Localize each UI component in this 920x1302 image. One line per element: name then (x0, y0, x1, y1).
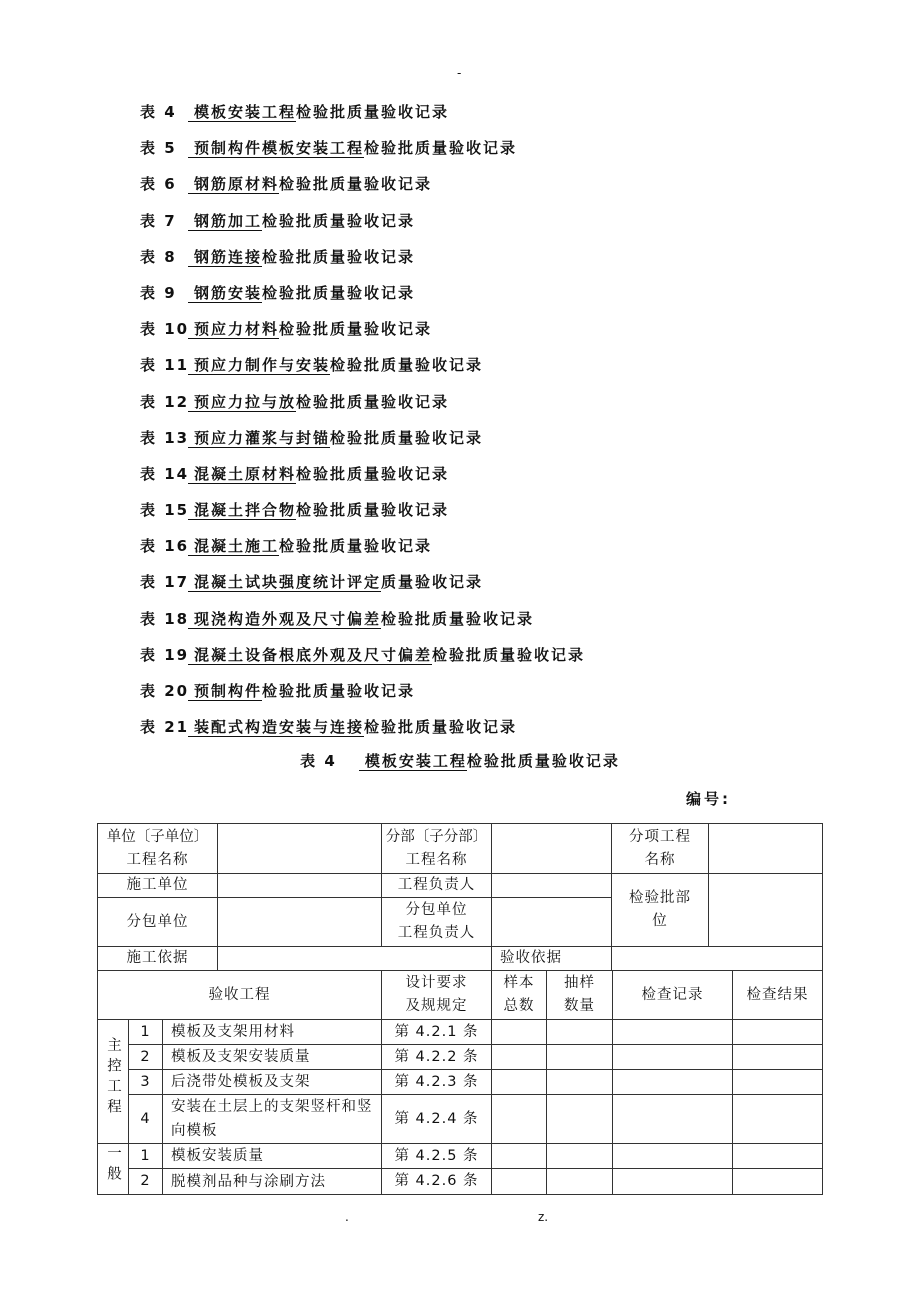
item-number: 表 12 (140, 392, 190, 411)
item-name: 混凝土原材料 (188, 465, 296, 484)
info-table (97, 823, 823, 971)
row-number: 2 (129, 1169, 163, 1195)
result-field[interactable] (733, 1144, 823, 1169)
general-group-text: 一般 (105, 1144, 121, 1186)
basis-field[interactable] (218, 947, 492, 971)
item-name: 钢筋原材料 (188, 175, 279, 194)
item-suffix: 检验批质量验收记录 (279, 537, 433, 556)
unit-name-label: 单位〔子单位〕 工程名称 (98, 824, 218, 874)
subcontractor-field[interactable] (218, 898, 382, 947)
item-name: 钢筋安装 (188, 284, 262, 303)
item-suffix: 检验批质量验收记录 (381, 609, 535, 628)
manager-label: 工程负责人 (382, 874, 492, 898)
header-record: 检查记录 (613, 971, 733, 1020)
item-name: 装配式构造安装与连接 (188, 718, 364, 737)
item-number: 表 11 (140, 356, 190, 375)
item-number: 表 17 (140, 573, 190, 592)
footer-left: . (345, 1210, 349, 1224)
item-suffix: 检验批质量验收记录 (296, 464, 450, 483)
contractor-label: 施工单位 (98, 874, 218, 898)
table-row (98, 1045, 823, 1070)
item-suffix: 检验批质量验收记录 (432, 645, 586, 664)
item-suffix: 检验批质量验收记录 (296, 103, 450, 121)
item-name-label: 分项工程 名称 (612, 824, 709, 874)
item-number: 表 13 (140, 428, 190, 447)
item-suffix: 检验批质量验收记录 (279, 320, 433, 339)
row-requirement: 第 4.2.1 条 (382, 1020, 492, 1045)
item-name: 钢筋加工 (188, 212, 262, 231)
batch-location-field[interactable] (709, 874, 823, 947)
sample-field[interactable] (492, 1169, 547, 1195)
list-item (140, 462, 585, 498)
item-number: 表 6 (140, 175, 177, 194)
row-requirement: 第 4.2.3 条 (382, 1070, 492, 1095)
item-number: 表 9 (140, 283, 177, 302)
item-name: 预应力材料 (188, 320, 279, 339)
row-number: 3 (129, 1070, 163, 1095)
item-name: 预应力灌浆与封锚 (188, 429, 330, 448)
list-item (140, 172, 585, 208)
sub-manager-label: 分包单位 工程负责人 (382, 898, 492, 947)
item-name: 预应力制作与安装 (188, 356, 330, 375)
item-suffix: 检验批质量验收记录 (296, 501, 450, 520)
sample-field[interactable] (492, 1045, 547, 1070)
row-number: 1 (129, 1144, 163, 1169)
result-field[interactable] (733, 1070, 823, 1095)
main-group-text: 主控工程 (105, 1036, 121, 1119)
item-name: 预制构件模板安装工程 (188, 139, 364, 158)
title-suffix: 检验批质量验收记录 (466, 752, 620, 770)
form-tables (97, 823, 822, 1195)
row-number: 2 (129, 1045, 163, 1070)
accept-basis-label: 验收依据 (492, 947, 612, 971)
footer-right: z. (538, 1210, 549, 1224)
row-item: 模板安装质量 (163, 1144, 382, 1169)
list-item (140, 100, 585, 136)
item-suffix: 检验批质量验收记录 (330, 356, 484, 375)
item-name: 混凝土施工 (188, 537, 279, 556)
list-item (140, 607, 585, 643)
item-suffix: 检验批质量验收记录 (364, 139, 518, 158)
item-number: 表 15 (140, 501, 190, 520)
header-sample: 样本 总数 (492, 971, 547, 1020)
record-field[interactable] (613, 1095, 733, 1144)
unit-name-field[interactable] (218, 824, 382, 874)
table-row (98, 1070, 823, 1095)
header-item: 验收工程 (98, 971, 382, 1020)
form-title (0, 750, 920, 771)
item-number: 表 20 (140, 682, 190, 700)
item-name: 预制构件 (188, 682, 262, 701)
row-requirement: 第 4.2.2 条 (382, 1045, 492, 1070)
item-suffix: 检验批质量验收记录 (279, 175, 433, 194)
row-requirement: 第 4.2.6 条 (382, 1169, 492, 1195)
item-suffix: 检验批质量验收记录 (262, 682, 416, 700)
list-item (140, 245, 585, 281)
manager-field[interactable] (492, 874, 612, 898)
item-name: 混凝土试块强度统计评定 (188, 573, 381, 592)
sample-field[interactable] (492, 1144, 547, 1169)
sub-name-label: 分部〔子分部〕 工程名称 (382, 824, 492, 874)
row-item: 模板及支架安装质量 (163, 1045, 382, 1070)
row-number: 4 (129, 1095, 163, 1144)
row-requirement: 第 4.2.5 条 (382, 1144, 492, 1169)
item-number: 表 19 (140, 645, 190, 664)
header-requirement: 设计要求 及规规定 (382, 971, 492, 1020)
item-number: 表 18 (140, 609, 190, 628)
inspection-table (97, 970, 823, 1195)
list-item (140, 353, 585, 389)
item-number: 表 7 (140, 211, 177, 230)
basis-label: 施工依据 (98, 947, 218, 971)
contractor-field[interactable] (218, 874, 382, 898)
title-name: 模板安装工程 (359, 752, 467, 771)
item-suffix: 质量验收记录 (381, 573, 484, 592)
header-draw: 抽样 数量 (547, 971, 613, 1020)
serial-label: 编号: (686, 790, 731, 808)
general-group-label (98, 1144, 129, 1195)
item-name: 现浇构造外观及尺寸偏差 (188, 610, 381, 629)
draw-field[interactable] (547, 1045, 613, 1070)
list-item (140, 498, 585, 534)
draw-field[interactable] (547, 1095, 613, 1144)
item-suffix: 检验批质量验收记录 (262, 211, 416, 230)
result-field[interactable] (733, 1045, 823, 1070)
list-item (140, 570, 585, 606)
item-number: 表 4 (140, 103, 177, 121)
item-name: 混凝土设备根底外观及尺寸偏差 (188, 646, 432, 665)
item-name: 混凝土拌合物 (188, 501, 296, 520)
row-item: 后浇带处模板及支架 (163, 1070, 382, 1095)
sub-name-field[interactable] (492, 824, 612, 874)
draw-field[interactable] (547, 1169, 613, 1195)
item-suffix: 检验批质量验收记录 (330, 428, 484, 447)
accept-basis-field[interactable] (612, 947, 823, 971)
main-group-label (98, 1020, 129, 1144)
sub-manager-field[interactable] (492, 898, 612, 947)
record-field[interactable] (613, 1045, 733, 1070)
item-name: 钢筋连接 (188, 248, 262, 267)
item-number: 表 21 (140, 718, 190, 737)
row-number: 1 (129, 1020, 163, 1045)
item-number: 表 14 (140, 464, 190, 483)
sample-field[interactable] (492, 1095, 547, 1144)
list-item (140, 426, 585, 462)
list-item (140, 679, 585, 715)
record-field[interactable] (613, 1169, 733, 1195)
header-mark: - (457, 66, 462, 80)
item-suffix: 检验批质量验收记录 (262, 283, 416, 302)
subcontractor-label: 分包单位 (98, 898, 218, 947)
row-item: 模板及支架用材料 (163, 1020, 382, 1045)
record-field[interactable] (613, 1070, 733, 1095)
item-name-field[interactable] (709, 824, 823, 874)
table-row (98, 1144, 823, 1169)
list-item (140, 281, 585, 317)
result-field[interactable] (733, 1095, 823, 1144)
result-field[interactable] (733, 1169, 823, 1195)
table-row (98, 1169, 823, 1195)
draw-field[interactable] (547, 1020, 613, 1045)
result-field[interactable] (733, 1020, 823, 1045)
list-item (140, 643, 585, 679)
list-item (140, 317, 585, 353)
list-item (140, 209, 585, 245)
item-suffix: 检验批质量验收记录 (364, 718, 518, 737)
item-name: 预应力拉与放 (188, 393, 296, 412)
row-item: 脱模剂品种与涂刷方法 (163, 1169, 382, 1195)
list-item (140, 715, 585, 751)
sample-field[interactable] (492, 1020, 547, 1045)
record-field[interactable] (613, 1020, 733, 1045)
list-item (140, 534, 585, 570)
list-item (140, 390, 585, 426)
row-requirement: 第 4.2.4 条 (382, 1095, 492, 1144)
batch-location-label: 检验批部 位 (612, 874, 709, 947)
item-number: 表 10 (140, 320, 190, 339)
table-row (98, 1020, 823, 1045)
draw-field[interactable] (547, 1070, 613, 1095)
row-item: 安装在土层上的支架竖杆和竖向模板 (163, 1095, 382, 1144)
item-number: 表 8 (140, 247, 177, 266)
item-number: 表 16 (140, 537, 190, 556)
item-suffix: 检验批质量验收记录 (262, 247, 416, 266)
list-item (140, 136, 585, 172)
record-field[interactable] (613, 1144, 733, 1169)
item-number: 表 5 (140, 139, 177, 158)
item-name: 模板安装工程 (188, 103, 296, 122)
table-row (98, 1095, 823, 1144)
sample-field[interactable] (492, 1070, 547, 1095)
title-number: 表 4 (300, 752, 337, 770)
item-suffix: 检验批质量验收记录 (296, 392, 450, 411)
table-index-list (140, 100, 585, 751)
header-result: 检查结果 (733, 971, 823, 1020)
draw-field[interactable] (547, 1144, 613, 1169)
